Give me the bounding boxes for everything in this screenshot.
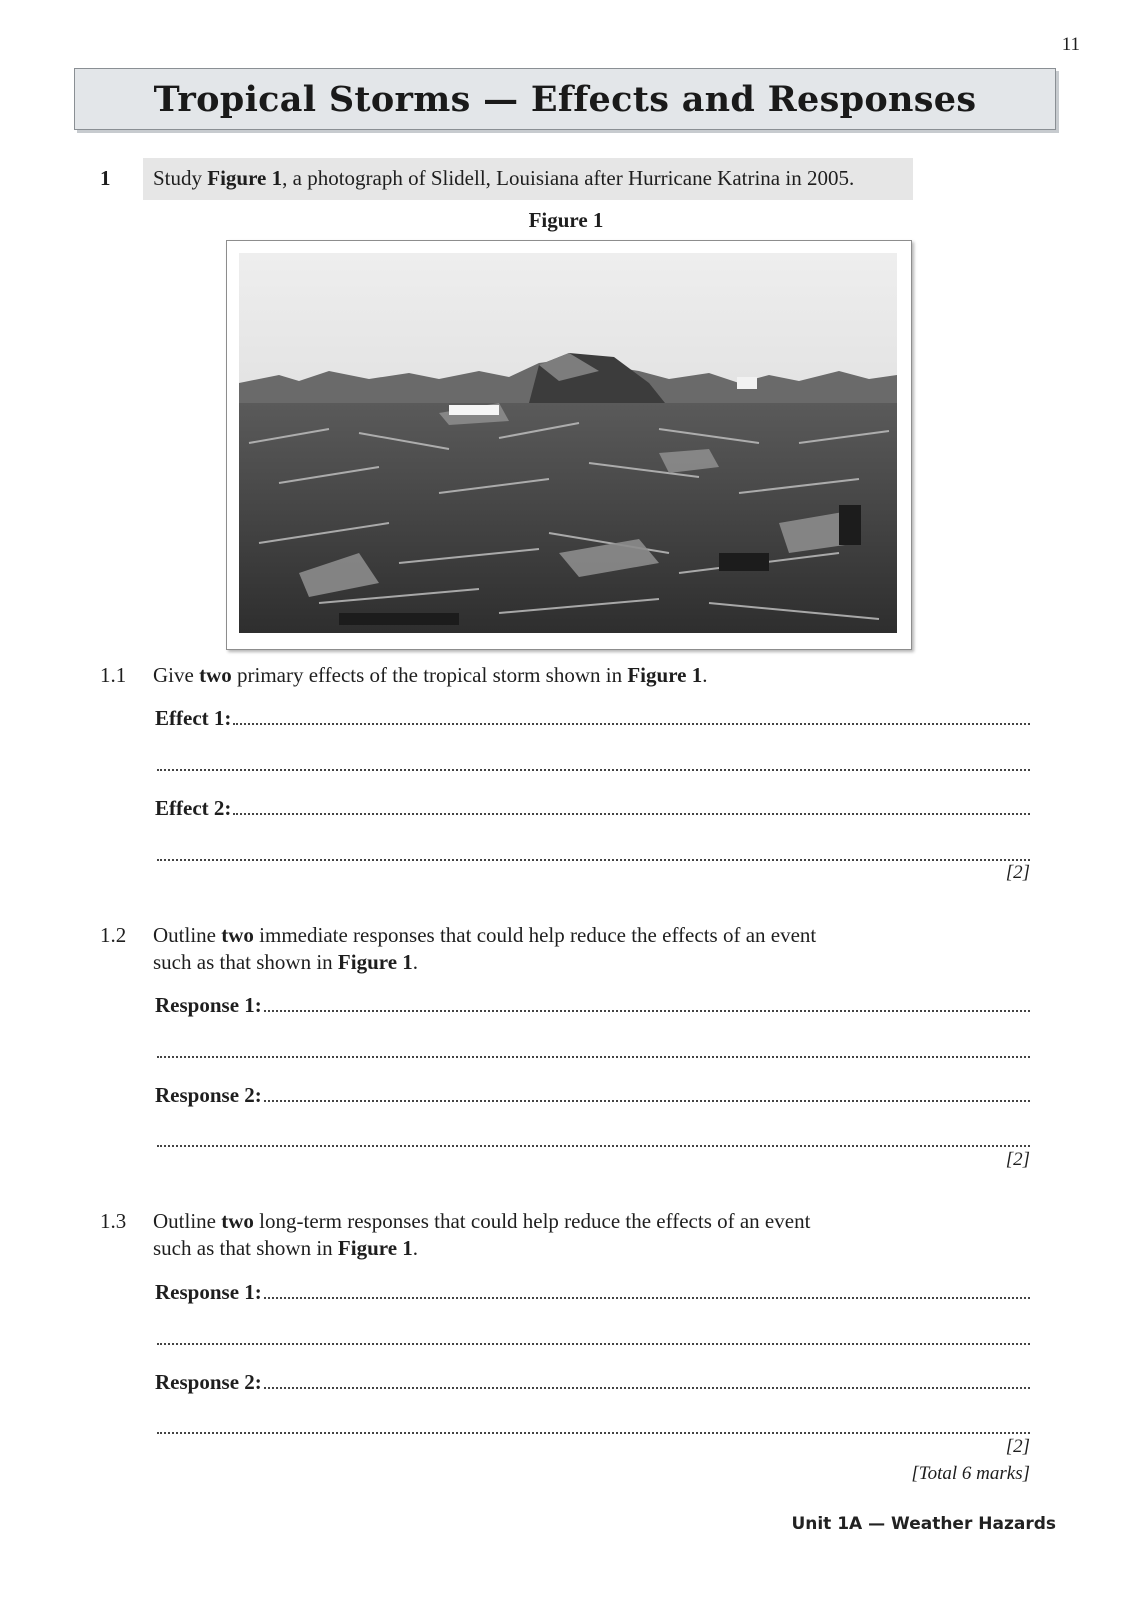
intro-text-post: , a photograph of Slidell, Louisiana after Hurricane Katrina in 2005. — [282, 166, 855, 190]
answer-line-immediate-response-1[interactable] — [155, 993, 1030, 1018]
answer-line-effect-1[interactable] — [155, 706, 1030, 731]
part-1-1-text-a: Give — [153, 663, 200, 687]
page-number: 11 — [1061, 34, 1080, 55]
part-1-2-text-a: Outline — [153, 923, 222, 947]
part-1-1-question — [153, 662, 707, 689]
response-2-label: Response 2: — [155, 1370, 262, 1394]
dotted-line — [264, 1009, 1030, 1012]
dotted-line — [264, 1296, 1030, 1299]
intro-text-bold: Figure 1 — [207, 166, 283, 190]
part-1-1-number: 1.1 — [100, 663, 127, 687]
part-1-3-question-line-2 — [153, 1235, 418, 1262]
part-1-3-text-b: two — [221, 1209, 254, 1233]
question-number: 1 — [100, 166, 111, 190]
response-2-label: Response 2: — [155, 1083, 262, 1107]
part-1-3-marks: [2] — [1005, 1436, 1030, 1457]
part-1-2-text-e: Figure 1 — [337, 950, 413, 974]
part-1-3-text-c: long-term responses that could help reduce the effects of an event — [253, 1209, 811, 1233]
response-1-label: Response 1: — [155, 1280, 262, 1304]
part-1-2-number: 1.2 — [100, 923, 127, 947]
answer-line-immediate-response-1-continued[interactable] — [157, 1055, 1030, 1058]
part-1-3-text-f: . — [412, 1236, 419, 1260]
answer-line-long-term-response-1-continued[interactable] — [157, 1342, 1030, 1345]
part-1-2-text-d: such as that shown in — [153, 950, 338, 974]
answer-line-effect-2-continued[interactable] — [157, 858, 1030, 861]
title-banner — [74, 68, 1056, 130]
dotted-line — [233, 812, 1030, 815]
part-1-1-text-b: two — [199, 663, 232, 687]
page-title: Tropical Storms — Effects and Responses — [153, 78, 977, 120]
answer-line-long-term-response-2-continued[interactable] — [157, 1431, 1030, 1434]
dotted-line — [264, 1386, 1030, 1389]
part-1-2-text-b: two — [221, 923, 254, 947]
part-1-3-text-e: Figure 1 — [337, 1236, 413, 1260]
part-1-2-question-line-1 — [153, 922, 816, 949]
effect-2-label: Effect 2: — [155, 796, 232, 820]
dotted-line — [264, 1099, 1030, 1102]
footer-unit-label: Unit 1A — Weather Hazards — [791, 1514, 1056, 1534]
figure-photo-frame — [226, 240, 912, 650]
part-1-3-text-a: Outline — [153, 1209, 222, 1233]
intro-text-pre: Study — [153, 166, 208, 190]
photograph-icon — [239, 253, 897, 633]
answer-line-long-term-response-1[interactable] — [155, 1280, 1030, 1305]
effect-1-label: Effect 1: — [155, 706, 232, 730]
part-1-3-question-line-1 — [153, 1208, 810, 1235]
question-intro — [153, 165, 854, 192]
figure-caption: Figure 1 — [528, 208, 604, 232]
part-1-3-number: 1.3 — [100, 1209, 127, 1233]
answer-line-effect-1-continued[interactable] — [157, 768, 1030, 771]
part-1-2-marks: [2] — [1005, 1149, 1030, 1170]
total-marks: [Total 6 marks] — [911, 1463, 1030, 1484]
response-1-label: Response 1: — [155, 993, 262, 1017]
answer-line-immediate-response-2[interactable] — [155, 1083, 1030, 1108]
part-1-1-text-c: primary effects of the tropical storm shown in — [231, 663, 628, 687]
dotted-line — [233, 722, 1030, 725]
part-1-2-text-f: . — [412, 950, 419, 974]
part-1-3-text-d: such as that shown in — [153, 1236, 338, 1260]
part-1-2-text-c: immediate responses that could help reduce the effects of an event — [253, 923, 817, 947]
part-1-1-marks: [2] — [1005, 862, 1030, 883]
answer-line-immediate-response-2-continued[interactable] — [157, 1144, 1030, 1147]
answer-line-effect-2[interactable] — [155, 796, 1030, 821]
part-1-1-text-d: Figure 1 — [627, 663, 703, 687]
answer-line-long-term-response-2[interactable] — [155, 1370, 1030, 1395]
part-1-2-question-line-2 — [153, 949, 418, 976]
part-1-1-text-e: . — [702, 663, 708, 687]
